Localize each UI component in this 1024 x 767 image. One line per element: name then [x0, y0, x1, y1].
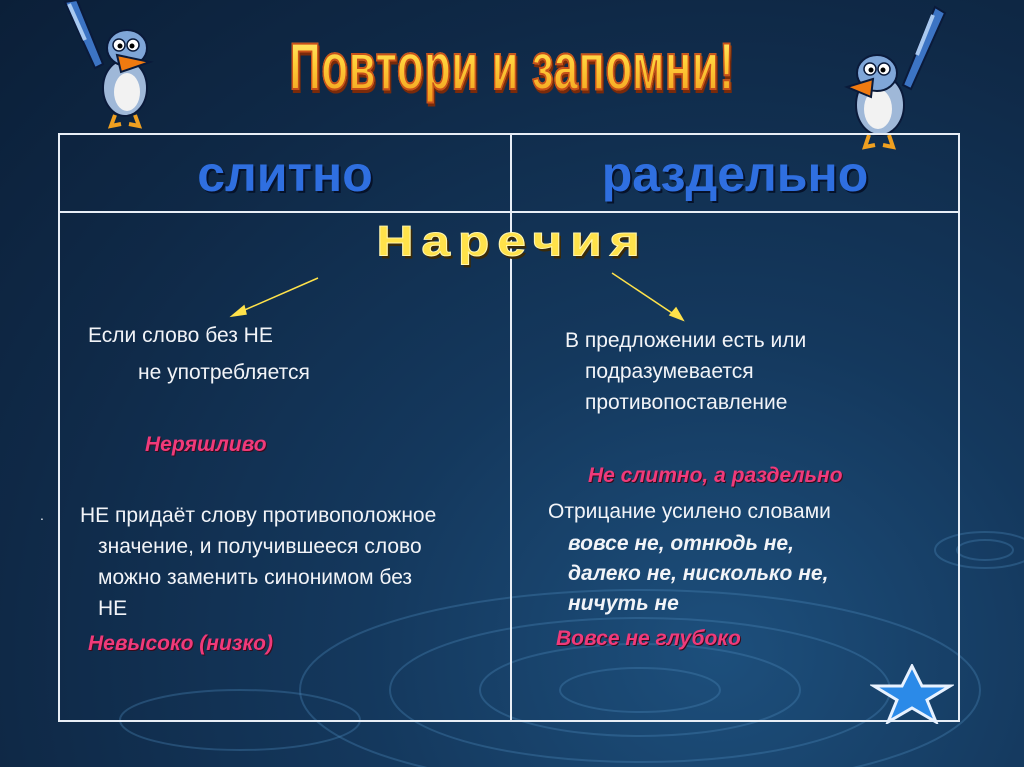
right-rule2-words3: ничуть не — [568, 592, 679, 615]
section-label-adverbs: Наречия — [376, 217, 648, 265]
slide-title: Повтори и запомни! — [174, 28, 850, 104]
left-rule1-line2: не употребляется — [138, 361, 310, 384]
right-rule2-words2: далеко не, нисколько не, — [568, 562, 829, 585]
right-example2: Вовсе не глубоко — [556, 627, 741, 650]
right-rule2-line1: Отрицание усилено словами — [548, 500, 831, 523]
arrow-right-icon — [612, 273, 675, 315]
left-rule2-line3: можно заменить синонимом без — [98, 566, 413, 589]
blue-star-icon[interactable] — [870, 664, 954, 724]
right-example1: Не слитно, а раздельно — [588, 464, 843, 487]
left-bullet: . — [40, 507, 44, 523]
arrow-right-head-icon — [670, 308, 683, 320]
left-rule2-line4: НЕ — [98, 597, 128, 620]
right-rule1-line1: В предложении есть или — [565, 329, 807, 352]
left-rule1-line1: Если слово без НЕ — [88, 324, 273, 347]
left-example2: Невысоко (низко) — [88, 632, 273, 655]
right-rule1-line3: противопоставление — [585, 391, 788, 414]
arrow-left-head-icon — [232, 306, 246, 316]
header-separately: раздельно — [601, 146, 869, 202]
left-example1: Неряшливо — [145, 433, 267, 456]
left-rule2-line2: значение, и получившееся слово — [98, 535, 422, 558]
right-rule2-words1: вовсе не, отнюдь не, — [568, 532, 794, 555]
header-together: слитно — [197, 146, 373, 202]
arrow-left-icon — [240, 278, 318, 312]
right-rule1-line2: подразумевается — [585, 360, 754, 383]
left-rule2-line1: НЕ придаёт слову противоположное — [80, 504, 437, 527]
